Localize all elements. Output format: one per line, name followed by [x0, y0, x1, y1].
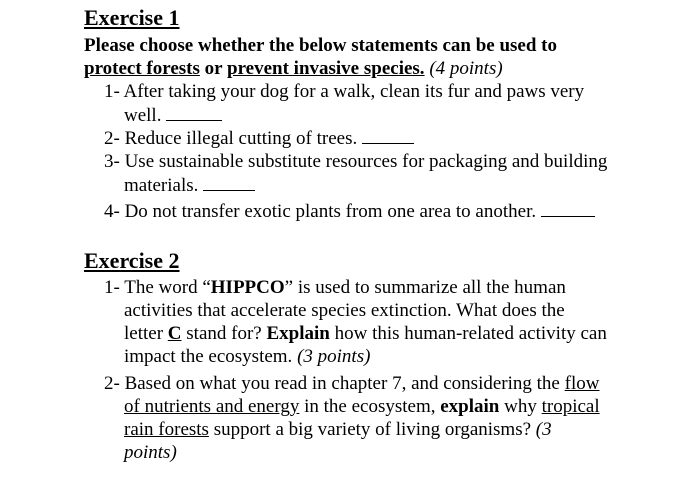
- exercise-1-points: (4 points): [424, 58, 503, 79]
- answer-blank-3[interactable]: [203, 174, 255, 191]
- protect-forests-term: protect forests: [84, 58, 200, 79]
- prevent-invasive-term: prevent invasive species.: [227, 58, 425, 79]
- question-2-points-start: (3: [535, 419, 552, 440]
- exercise-1-instruction-line-1: Please choose whether the below statements can be used to: [84, 35, 558, 56]
- answer-blank-2[interactable]: [362, 127, 414, 144]
- explain-word-1: Explain: [266, 323, 330, 344]
- letter-c: C: [167, 323, 182, 344]
- question-1-line-3: [124, 323, 607, 345]
- answer-blank-4[interactable]: [541, 200, 595, 217]
- q1-stand-for: stand for?: [181, 323, 267, 344]
- statement-3-text-end: materials.: [124, 175, 199, 196]
- q2-support-text: support a big variety of living organisms?: [208, 419, 536, 440]
- exercise-1-instruction-line-2: [84, 58, 503, 80]
- tropical-term: tropical: [541, 396, 600, 417]
- statement-2: [104, 127, 414, 150]
- statement-1-line-1: 1- After taking your dog for a walk, clean its fur and paws very: [104, 81, 585, 102]
- hippco-term: HIPPCO: [210, 277, 285, 298]
- answer-blank-1[interactable]: [166, 104, 222, 121]
- statement-4-text: 4- Do not transfer exotic plants from one area to another.: [104, 201, 537, 222]
- or-word: or: [199, 58, 227, 79]
- rain-forests-term: rain forests: [124, 419, 209, 440]
- exercise-1-heading: Exercise 1: [84, 5, 180, 30]
- q2-why-text: why: [499, 396, 542, 417]
- question-1-line-4: [124, 346, 370, 368]
- nutrients-energy-term: of nutrients and energy: [124, 396, 300, 417]
- flow-term: flow: [564, 373, 600, 394]
- statement-1-line-2: [124, 104, 222, 127]
- q2-text-a: 2- Based on what you read in chapter 7, and considering the: [104, 373, 565, 394]
- q1-letter-word: letter: [124, 323, 168, 344]
- statement-1-text-end: well.: [124, 105, 162, 126]
- question-1-line-2: activities that accelerate species extinction. What does the: [124, 300, 565, 321]
- statement-3-line-1: 3- Use sustainable substitute resources for packaging and building: [104, 151, 608, 172]
- explain-word-2: explain: [440, 396, 500, 417]
- question-2-points-end: points): [124, 442, 177, 463]
- question-1-points: (3 points): [297, 346, 371, 367]
- q1-text-c: ” is used to summarize all the human: [284, 277, 566, 298]
- statement-2-text: 2- Reduce illegal cutting of trees.: [104, 128, 358, 149]
- question-2-line-1: [104, 373, 599, 395]
- question-2-line-3: [124, 419, 552, 441]
- exercise-2-heading: Exercise 2: [84, 248, 180, 273]
- question-1-line-1: [104, 277, 566, 299]
- q2-ecosystem-text: in the ecosystem,: [299, 396, 441, 417]
- statement-4: [104, 200, 595, 223]
- statement-3-line-2: [124, 174, 255, 197]
- q1-text-a: 1- The word “: [104, 277, 211, 298]
- question-2-line-2: [124, 396, 600, 418]
- q1-text-end: how this human-related activity can: [329, 323, 607, 344]
- q1-impact-text: impact the ecosystem.: [124, 346, 298, 367]
